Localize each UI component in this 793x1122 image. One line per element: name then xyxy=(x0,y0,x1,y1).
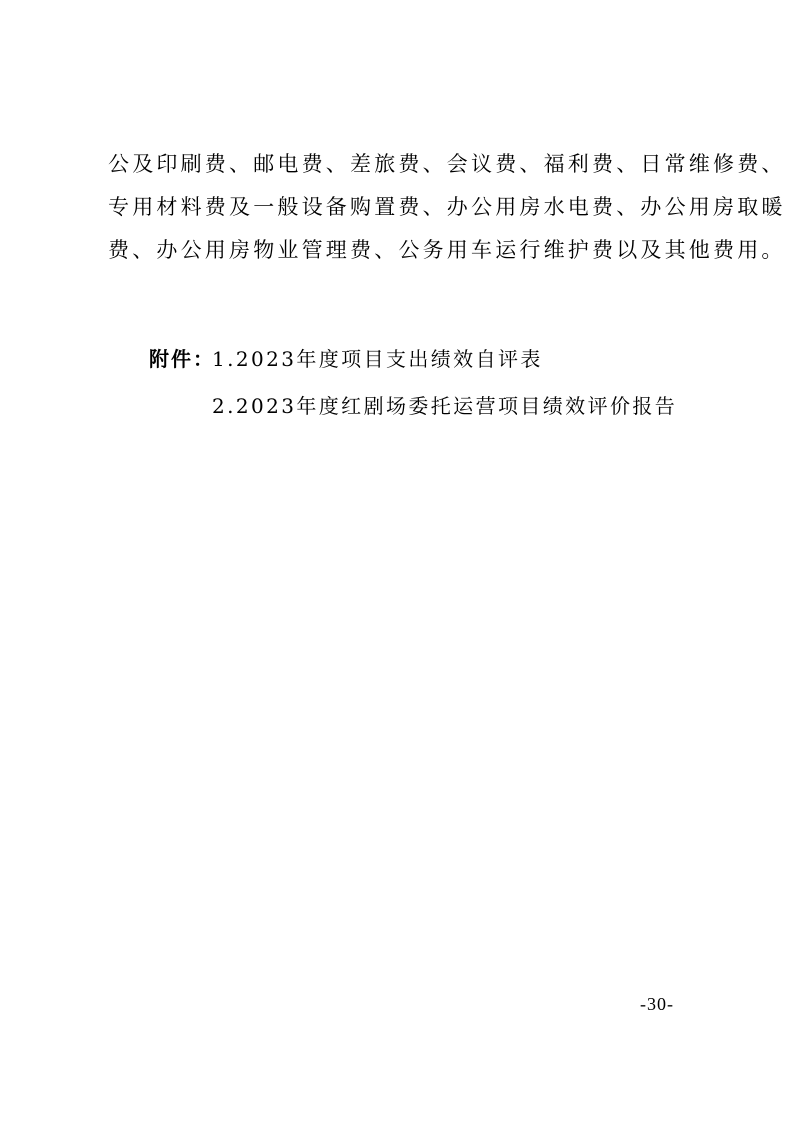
attachments-label: 附件： xyxy=(149,347,215,371)
attachment-item-2: 2.2023年度红剧场委托运营项目绩效评价报告 xyxy=(212,394,678,418)
attachment-item-1: 1.2023年度项目支出绩效自评表 xyxy=(212,347,543,371)
page-number: -30- xyxy=(640,994,674,1014)
body-text-line-2: 专用材料费及一般设备购置费、办公用房水电费、办公用房取暖 xyxy=(108,195,786,219)
body-text-line-1: 公及印刷费、邮电费、差旅费、会议费、福利费、日常维修费、 xyxy=(108,152,786,176)
body-text-line-3: 费、办公用房物业管理费、公务用车运行维护费以及其他费用。 xyxy=(108,238,786,262)
